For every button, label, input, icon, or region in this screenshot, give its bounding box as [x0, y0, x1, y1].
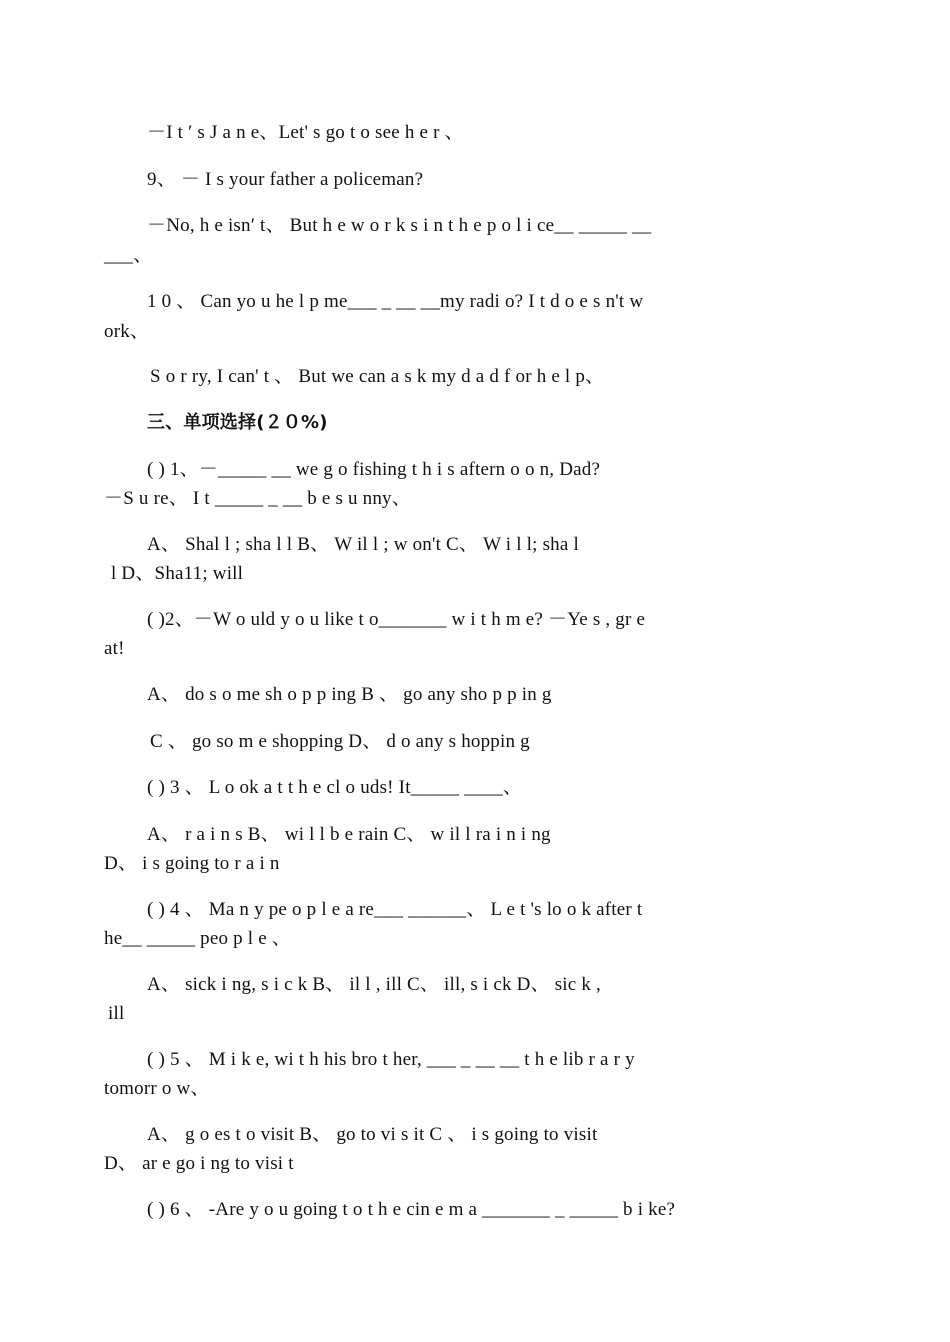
text-line-q9-blank-continued: ___、	[104, 245, 153, 266]
text-line-mc2-options-ab: A、 do s o me sh o p p ing B 、 go any sho p p in g	[147, 684, 552, 705]
text-line-mc1-continued: －S u re、 I t _____ _ __ b e s u nny、	[104, 488, 411, 509]
text-line-mc4-continued: he__ _____ peo p l e 、	[104, 928, 291, 949]
text-line-q9: 9、 － I s your father a policeman?	[147, 169, 424, 190]
text-line-mc3: ( ) 3 、 L o ok a t t h e cl o uds! It_____ ____、	[147, 777, 523, 798]
text-line-mc5-options-continued: D、 ar e go i ng to visi t	[104, 1153, 294, 1174]
text-line-mc1: ( ) 1、－_____ __ we g o fishing t h i s aftern o o n, Dad?	[147, 459, 601, 480]
section-heading-single-choice: 三、单项选择(２０%)	[147, 412, 328, 433]
text-line-q9-answer: －No, h e isn′ t、 But h e w o r k s i n t h e p o l i ce__ _____ __	[147, 215, 652, 236]
text-line-mc4-options-continued: ill	[108, 1003, 125, 1024]
text-line-mc6: ( ) 6 、 -Are y o u going t o t h e cin e m a _______ _ _____ b i ke?	[147, 1199, 676, 1220]
text-line-q10: 1 0 、 Can yo u he l p me___ _ __ __my radi o? I t d o e s n't w	[147, 291, 644, 312]
text-line-q10-answer: S o r ry, I can' t 、 But we can a s k my d a d f or h e l p、	[150, 366, 605, 387]
text-line-mc3-options-continued: D、 i s going to r a i n	[104, 853, 280, 874]
text-line-mc5-options: A、 g o es t o visit B、 go to vi s it C 、 i s going to visit	[147, 1124, 598, 1145]
text-line-mc2: ( )2、－W o uld y o u like t o_______ w i t h m e? －Ye s , gr e	[147, 609, 646, 630]
text-line-mc1-options-continued: l D、Sha11; will	[111, 563, 244, 584]
text-line-mc1-options: A、 Shal l ; sha l l B、 W il l ; w on't C、 W i l l; sha l	[147, 534, 579, 555]
text-line-mc4: ( ) 4 、 Ma n y pe o p l e a re___ ______、 L e t 's lo o k after t	[147, 899, 643, 920]
text-line-mc4-options: A、 sick i ng, s i c k B、 il l , ill C、 ill, s i ck D、 sic k ,	[147, 974, 601, 995]
text-line-mc2-continued: at!	[104, 638, 125, 659]
text-line-mc5-continued: tomorr o w、	[104, 1078, 210, 1099]
text-line-mc2-options-cd: C 、 go so m e shopping D、 d o any s hoppin g	[150, 731, 530, 752]
text-line-q10-continued: ork、	[104, 321, 150, 342]
text-line-mc5: ( ) 5 、 M i k e, wi t h his bro t her, ___ _ __ __ t h e lib r a r y	[147, 1049, 635, 1070]
text-line-dialog-jane: －I t ′ s J a n e、Let' s go t o see h e r 、	[147, 122, 464, 143]
text-line-mc3-options: A、 r a i n s B、 wi l l b e rain C、 w il l ra i n i ng	[147, 824, 551, 845]
